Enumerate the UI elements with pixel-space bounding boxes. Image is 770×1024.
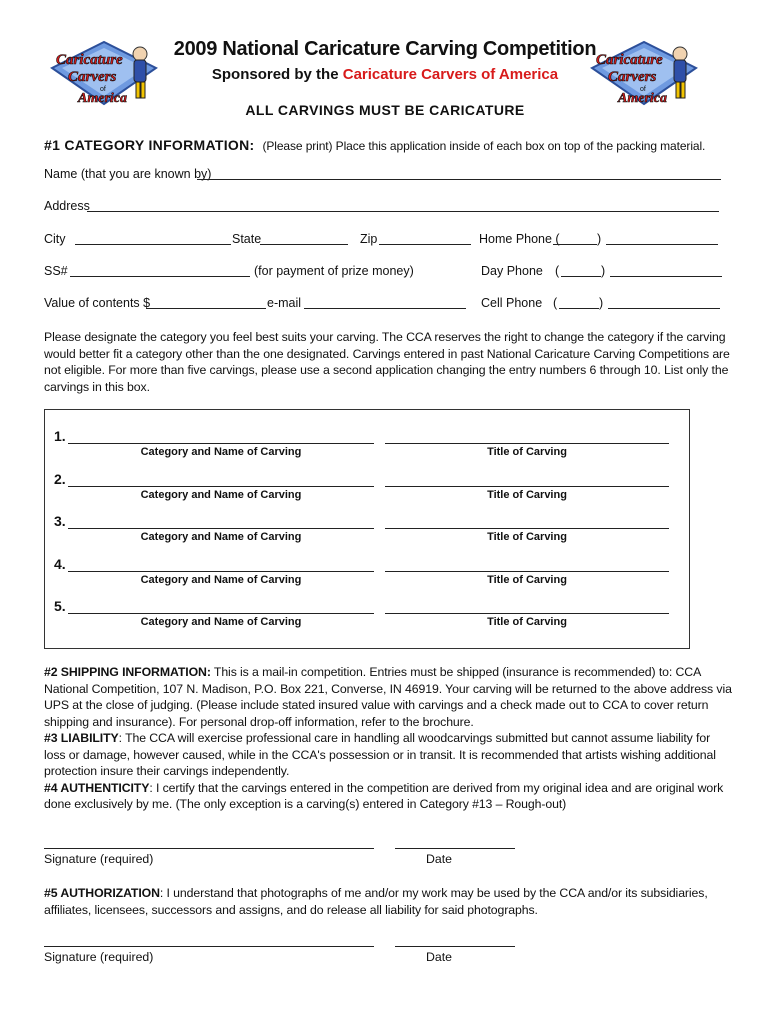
date-line-1[interactable] [395,847,515,849]
cell-phone-close: ) [599,296,604,310]
liability-text: : The CCA will exercise professional care in handling all woodcarvings submitted but cannot assume liability for loss or damage, however caused, while in the CCA's possession or in transit. It is recommended that artists wishing additional protection insure their carvings independently. [44,731,716,778]
email-label: e-mail [267,296,302,310]
entry-number: 5. [54,598,66,614]
ss-field[interactable] [70,264,250,277]
category-instructions: Please designate the category you feel best suits your carving. The CCA reserves the right to change the category if the carving would better fit a category other than the one designated. Carvings entered in past National Caricature Carving Competitions are not eligible. For more than five carvings, please use a second application changing the entry numbers 6 through 10. List only the carvings in this box. [44,330,730,394]
cell-phone-field[interactable] [608,296,720,309]
carving-name-field[interactable] [68,612,374,614]
carving-name-field[interactable] [68,570,374,572]
day-phone-open: ( [555,264,560,278]
svg-text:America: America [618,91,667,106]
signature-line-2[interactable] [44,945,374,947]
shipping-text: This is a mail-in competition. Entries must be shipped (insurance is recommended) to: CCA National Competition, 107 N. Madison, P.O. Box 221, Converse, IN 46919. Your carving will be returned to the above address via UPS at the close of judging. (Please include stated insured value with carvings and a check made out to CCA to cover return shipping and insurance). For personal drop-off information, refer to the brochure. [44,665,732,729]
email-field[interactable] [304,296,466,309]
carving-title-field[interactable] [385,485,669,487]
svg-text:America: America [78,91,127,106]
date-label-1: Date [426,852,452,866]
page-title: 2009 National Caricature Carving Competition [173,38,597,60]
carving-name-caption: Category and Name of Carving [140,531,302,543]
svg-text:Carvers: Carvers [608,69,657,85]
day-phone-close: ) [601,264,606,278]
city-field[interactable] [75,232,231,245]
liability-paragraph [44,730,734,780]
signature-label-1: Signature (required) [44,852,154,866]
cell-phone-area-field[interactable] [559,296,599,309]
state-label: State [232,232,262,246]
city-label: City [44,232,66,246]
entry-number: 3. [54,513,66,529]
carving-title-caption: Title of Carving [487,573,567,586]
sections-2-4 [44,664,734,813]
address-field[interactable] [87,199,719,212]
zip-field[interactable] [379,232,471,245]
carving-name-field[interactable] [68,442,374,444]
section1-heading: #1 CATEGORY INFORMATION: [44,137,255,153]
svg-text:of: of [640,86,646,93]
carving-name-caption: Category and Name of Carving [140,616,302,628]
shipping-paragraph [44,664,734,730]
carving-title-field[interactable] [385,442,669,444]
svg-text:Carvers: Carvers [68,69,117,85]
value-field[interactable] [146,296,266,309]
state-field[interactable] [260,232,348,245]
carving-title-caption: Title of Carving [487,446,567,458]
sponsor-prefix: Sponsored by the [211,66,343,83]
home-phone-field[interactable] [606,232,718,245]
home-phone-label: Home Phone ( [479,232,560,246]
svg-text:Caricature: Caricature [596,52,663,68]
address-label: Address [44,199,90,213]
home-phone-area-field[interactable] [553,232,597,245]
carving-title-caption: Title of Carving [487,531,567,543]
name-label: Name (that you are known by) [44,167,212,181]
authenticity-heading: #4 AUTHENTICITY [44,780,150,795]
carving-name-caption: Category and Name of Carving [140,446,302,458]
carving-name-caption: Category and Name of Carving [140,488,302,501]
svg-text:Caricature: Caricature [56,52,123,68]
sponsor-org: Caricature Carvers of America [342,66,559,83]
section1-note: (Please print) Place this application inside of each box on top of the packing material. [262,139,706,153]
cell-phone-open: ( [553,296,558,310]
day-phone-field[interactable] [610,264,722,277]
carving-title-field[interactable] [385,570,669,572]
authenticity-paragraph [44,780,734,813]
home-phone-close: ) [597,232,602,246]
authorization-heading: #5 AUTHORIZATION [44,886,160,900]
signature-line-1[interactable] [44,847,374,849]
carving-name-field[interactable] [68,527,374,529]
entry-number: 4. [54,555,66,572]
ss-label: SS# [44,264,68,278]
date-line-2[interactable] [395,945,515,947]
authenticity-text: : I certify that the carvings entered in the competition are derived from my original idea and are original work done exclusively by me. (The only exception is a carving(s) entered in Category #13 – Rough-out) [44,780,724,811]
carving-name-caption: Category and Name of Carving [140,573,302,586]
entry-number: 1. [54,428,66,444]
ss-note: (for payment of prize money) [254,264,414,278]
carving-title-caption: Title of Carving [487,616,567,628]
signature-label-2: Signature (required) [44,950,154,964]
name-field-row [44,167,211,181]
authorization-text: : I understand that photographs of me and/or my work may be used by the CCA and/or its subsidiaries, affiliates, licensees, successors and assigns, and do release all liability for said photographs. [44,886,708,917]
authorization-paragraph [44,885,734,918]
name-field[interactable] [197,167,721,180]
day-phone-area-field[interactable] [561,264,601,277]
carving-title-field[interactable] [385,612,669,614]
carving-title-caption: Title of Carving [487,488,567,501]
carving-name-field[interactable] [68,485,374,487]
shipping-heading: #2 SHIPPING INFORMATION: [44,665,211,679]
zip-label: Zip [360,232,378,246]
sponsor-line [0,66,770,83]
cell-phone-label: Cell Phone [481,296,543,310]
section1-header [44,137,705,153]
value-label: Value of contents $ [44,296,151,310]
liability-heading: #3 LIABILITY [44,731,119,745]
carving-title-field[interactable] [385,527,669,529]
caricature-requirement: ALL CARVINGS MUST BE CARICATURE [245,102,525,118]
day-phone-label: Day Phone [481,264,543,278]
date-label-2: Date [426,950,452,964]
svg-text:of: of [100,86,106,93]
entry-number: 2. [54,470,66,487]
